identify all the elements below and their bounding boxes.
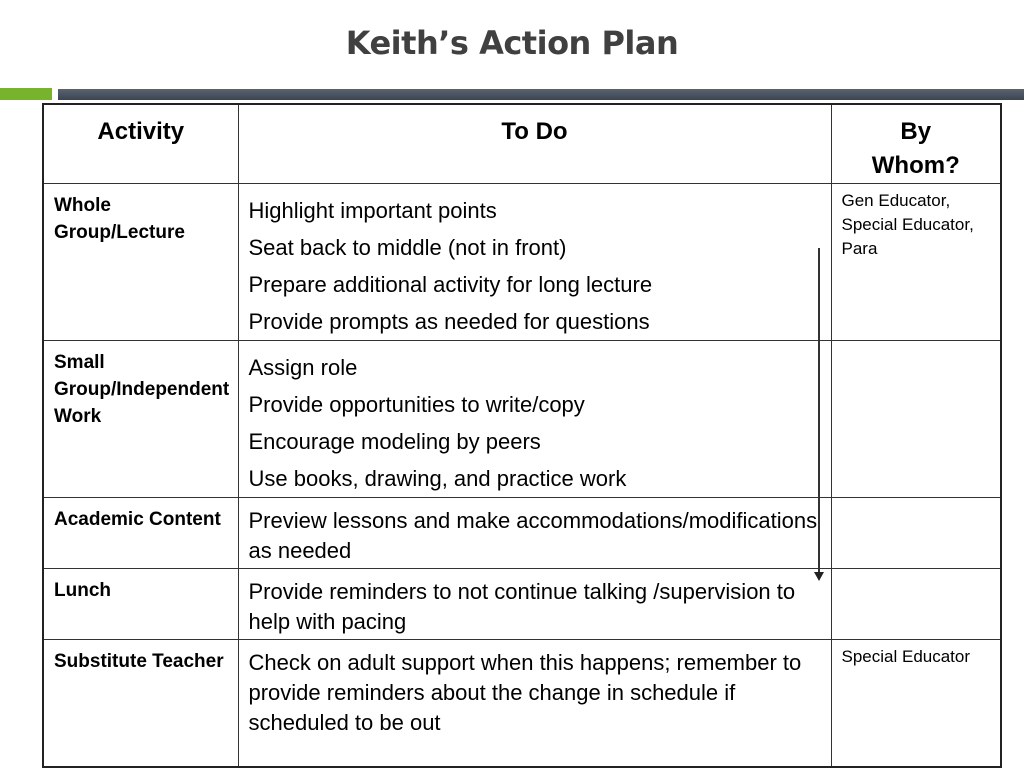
table-row [43,569,1001,640]
by-whom-cell [831,498,1001,569]
todo-item: Highlight important points [248,198,497,223]
table-row [43,498,1001,569]
table-header-row [43,104,1001,184]
header-by-whom-line2: Whom? [871,152,960,179]
down-arrow-icon [814,572,824,581]
todo-cell: Provide reminders to not continue talking /supervision to help with pacing [238,569,831,640]
by-whom-cell [831,341,1001,498]
accent-bar-dark [58,89,1024,100]
down-arrow-line [818,248,820,573]
todo-item: Seat back to middle (not in front) [248,235,567,260]
activity-cell: Lunch [43,569,238,640]
todo-cell: Preview lessons and make accommodations/modifications as needed [238,498,831,569]
header-by-whom [831,104,1001,184]
todo-item: Use books, drawing, and practice work [248,466,627,491]
activity-cell: Substitute Teacher [43,640,238,768]
todo-item: Encourage modeling by peers [248,429,541,454]
activity-cell: Whole Group/Lecture [43,184,238,341]
activity-cell: Academic Content [43,498,238,569]
todo-item: Prepare additional activity for long lecture [248,272,653,297]
todo-item: Provide opportunities to write/copy [248,392,585,417]
accent-bar-green [0,88,52,100]
table-row [43,640,1001,768]
by-whom-cell [831,569,1001,640]
by-whom-cell: Special Educator [831,640,1001,768]
page-title: Keith’s Action Plan [345,24,679,62]
by-whom-cell: Gen Educator, Special Educator, Para [831,184,1001,341]
table-row [43,341,1001,498]
activity-cell: Small Group/Independent Work [43,341,238,498]
header-by-whom-line1: By [900,118,932,145]
header-activity: Activity [43,104,238,184]
table-row [43,184,1001,341]
todo-cell [238,341,831,498]
todo-cell [238,184,831,341]
todo-item: Assign role [248,355,358,380]
todo-item: Provide prompts as needed for questions [248,309,650,334]
action-plan-table [42,103,1002,768]
todo-cell: Check on adult support when this happens; remember to provide reminders about the change in schedule if scheduled to be out [238,640,831,768]
header-todo: To Do [238,104,831,184]
